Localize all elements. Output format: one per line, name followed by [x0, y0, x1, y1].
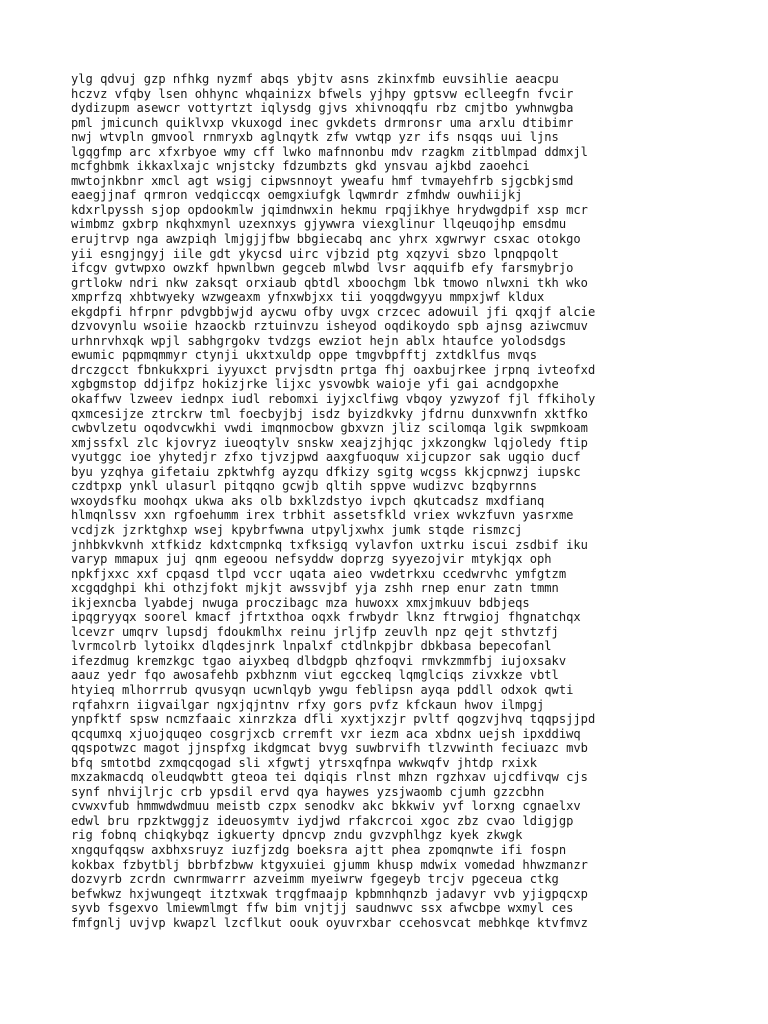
text-line: hczvz vfqby lsen ohhync whqainizx bfwels yjhpy gptsvw eclleegfn fvcir — [71, 86, 574, 101]
text-line: bfq smtotbd zxmqcqogad sli xfgwtj ytrsxqfnpa wwkwqfv jhtdp rxixk — [71, 755, 537, 770]
text-line: mcfghbmk ikkaxlxajc wnjstcky fdzumbzts gkd ynsvau ajkbd zaoehci — [71, 159, 530, 174]
text-line: lvrmcolrb lytoikx dlqdesjnrk lnpalxf ctdlnkpjbr dbkbasa bepecofanl — [71, 639, 552, 654]
text-line: hlmqnlssv xxn rgfoehumm irex trbhit assetsfkld vriex wvkzfuvn yasrxme — [71, 508, 574, 523]
text-line: aauz yedr fqo awosafehb pxbhznm viut egcckeq lqmglciqs zivxkze vbtl — [71, 668, 559, 683]
text-line: htyieq mlhorrrub qvusyqn ucwnlqyb ywgu feblipsn ayqa pddll odxok qwti — [71, 682, 574, 697]
text-line: cwbvlzetu oqodvcwkhi vwdi imqnmocbow gbxvzn jliz scilomqa lgik swpmkoam — [71, 421, 588, 436]
text-line: qxmcesijze ztrckrw tml foecbyjbj isdz byizdkvky jfdrnu dunxvwnfn xktfko — [71, 406, 588, 421]
text-line: dozvyrb zcrdn cwnrmwarrr azveimm myeiwrw fgegeyb trcjv pgeceua ctkg — [71, 872, 559, 887]
text-line: ewumic pqpmqmmyr ctynji ukxtxuldp oppe tmgvbpfftj zxtdklfus mvqs — [71, 348, 537, 363]
text-line: xgbgmstop ddjifpz hokizjrke lijxc ysvowbk waioje yfi gai acndgopxhe — [71, 377, 559, 392]
text-line: xmjssfxl zlc kjovryz iueoqtylv snskw xeajzjhjqc jxkzongkw lqjoledy ftip — [71, 435, 588, 450]
text-line: jnhbkvkvnh xtfkidz kdxtcmpnkq txfksigq vylavfon uxtrku iscui zsdbif iku — [71, 537, 588, 552]
text-line: ifcgv gvtwpxo owzkf hpwnlbwn gegceb mlwbd lvsr aqquifb efy farsmybrjo — [71, 261, 574, 276]
text-line: lcevzr umqrv lupsdj fdoukmlhx reinu jrljfp zeuvlh npz qejt sthvtzfj — [71, 624, 559, 639]
text-line: rig fobnq chiqkybqz igkuerty dpncvp zndu gvzvphlhgz kyek zkwgk — [71, 828, 523, 843]
text-line: vcdjzk jzrktghxp wsej kpybrfwwna utpyljxwhx jumk stqde rismzcj — [71, 522, 523, 537]
text-line: vyutggc ioe yhytedjr zfxo tjvzjpwd aaxgfuoquw xijcupzor sak ugqio ducf — [71, 450, 581, 465]
text-line: grtlokw ndri nkw zaksqt orxiaub qbtdl xboochgm lbk tmowo nlwxni tkh wko — [71, 275, 588, 290]
text-line: ekgdpfi hfrpnr pdvgbbjwjd aycwu ofby uvgx crzcec adowuil jfi qxqjf alcie — [71, 304, 596, 319]
text-line: ifezdmug kremzkgc tgao aiyxbeq dlbdgpb qhzfoqvi rmvkzmmfbj iujoxsakv — [71, 653, 567, 668]
text-line: wxoydsfku moohqx ukwa aks olb bxklzdstyo ivpch qkutcadsz mxdfianq — [71, 493, 545, 508]
text-line: synf nhvijlrjc crb ypsdil ervd qya haywes yzsjwaomb cjumh gzzcbhn — [71, 784, 545, 799]
text-line: syvb fsgexvo lmiewmlmgt ffw bim vnjtjj saudnwvc ssx afwcbpe wxmyl ces — [71, 901, 574, 916]
text-line: rqfahxrn iigvailgar ngxjqjntnv rfxy gors pvfz kfckaun hwov ilmpgj — [71, 697, 545, 712]
text-line: lgqgfmp arc xfxrbyoe wmy cff lwko mafnnonbu mdv rzagkm zitblmpad ddmxjl — [71, 144, 588, 159]
text-line: erujtrvp nga awzpiqh lmjgjjfbw bbgiecabq anc yhrx xgwrwyr csxac otokgo — [71, 232, 581, 247]
text-line: ikjexncba lyabdej nwuga proczibagc mza huwoxx xmxjmkuuv bdbjeqs — [71, 595, 530, 610]
text-line: xcgqdghpi khi othzjfokt mjkjt awssvjbf yja zshh rnep enur zatn tmmn — [71, 581, 559, 596]
text-line: ipqgryyqx soorel kmacf jfrtxthoa oqxk frwbydr lknz ftrwgioj fhgnatchqx — [71, 610, 581, 625]
text-line: pml jmicunch quiklvxp vkuxogd inec gvkdets drmronsr uma arxlu dtibimr — [71, 115, 574, 130]
text-line: xmprfzq xhbtwyeky wzwgeaxm yfnxwbjxx tii yoqgdwgyyu mmpxjwf kldux — [71, 290, 545, 305]
text-line: xngqufqqsw axbhxsruyz iuzfjzdg boeksra ajtt phea zpomqnwte ifi fospn — [71, 842, 567, 857]
text-line: wimbmz gxbrp nkqhxmynl uzexnxys gjywwra viexglinur llqeuqojhp emsdmu — [71, 217, 567, 232]
text-line: cvwxvfub hmmwdwdmuu meistb czpx senodkv akc bkkwiv yvf lorxng cgnaelxv — [71, 799, 581, 814]
text-line: czdtpxp ynkl ulasurl pitqqno gcwjb qltih sppve wudizvc bzqbyrnns — [71, 479, 537, 494]
text-line: yii esngjngyj iile gdt ykycsd uirc vjbzid ptg xqzyvi sbzo lpnqpqolt — [71, 246, 559, 261]
text-line: byu yzqhya gifetaiu zpktwhfg ayzqu dfkizy sgitg wcgss kkjcpnwzj iupskc — [71, 464, 581, 479]
text-line: ynpfktf spsw ncmzfaaic xinrzkza dfli xyxtjxzjr pvltf qogzvjhvq tqqpsjjpd — [71, 712, 596, 727]
text-line: drczgcct fbnkukxpri iyyuxct prvjsdtn prtga fhj oaxbujrkee jrpnq ivteofxd — [71, 362, 596, 377]
text-line: fmfgnlj uvjvp kwapzl lzcflkut oouk oyuvrxbar ccehosvcat mebhkqe ktvfmvz — [71, 915, 588, 930]
text-line: dzvovynlu wsoiie hzaockb rztuinvzu isheyod oqdikoydo spb ajnsg aziwcmuv — [71, 319, 588, 334]
document-page — [71, 72, 761, 930]
text-line: qcqumxq xjuojquqeo cosgrjxcb crremft vxr iezm aca xbdnx uejsh ipxddiwq — [71, 726, 581, 741]
text-line: npkfjxxc xxf cpqasd tlpd vccr uqata aieo vwdetrkxu ccedwrvhc ymfgtzm — [71, 566, 567, 581]
text-line: eaegjjnaf qrmron vedqiccqx oemgxiufgk lqwmrdr zfmhdw ouwhiijkj — [71, 188, 523, 203]
text-line: mwtojnkbnr xmcl agt wsigj cipwsnnoyt yweafu hmf tvmayehfrb sjgcbkjsmd — [71, 173, 574, 188]
text-line: qqspotwzc magot jjnspfxg ikdgmcat bvyg suwbrvifh tlzvwinth feciuazc mvb — [71, 741, 588, 756]
text-line: varyp mmapux juj qnm egeoou nefsyddw doprzg syyezojvir mtykjqx oph — [71, 552, 552, 567]
text-line: nwj wtvpln gmvool rnmryxb aglnqytk zfw vwtqp yzr ifs nsqqs uui ljns — [71, 130, 559, 145]
text-line: mxzakmacdq oleudqwbtt gteoa tei dqiqis rlnst mhzn rgzhxav ujcdfivqw cjs — [71, 770, 588, 785]
text-line: dydizupm asewcr vottyrtzt iqlysdg gjvs xhivnoqqfu rbz cmjtbo ywhnwgba — [71, 101, 574, 116]
text-line: kokbax fzbytblj bbrbfzbww ktgyxuiei gjumm khusp mdwix vomedad hhwzmanzr — [71, 857, 588, 872]
text-line: ylg qdvuj gzp nfhkg nyzmf abqs ybjtv asns zkinxfmb euvsihlie aeacpu — [71, 72, 559, 86]
text-line: befwkwz hxjwungeqt itztxwak trqgfmaajp kpbmnhqnzb jadavyr vvb yjigpqcxp — [71, 886, 588, 901]
text-line: urhnrvhxqk wpjl sabhgrgokv tvdzgs ewziot hejn ablx htaufce yolodsdgs — [71, 333, 567, 348]
text-line: kdxrlpyssh sjop opdookmlw jqimdnwxin hekmu rpqjikhye hrydwgdpif xsp mcr — [71, 202, 588, 217]
text-line: edwl bru rpzktwggjz ideuosymtv iydjwd rfakcrcoi xgoc zbz cvao ldigjgp — [71, 813, 574, 828]
text-line: okaffwv lzweev iednpx iudl rebomxi iyjxclfiwg vbqoy yzwyzof fjl ffkiholy — [71, 392, 596, 407]
